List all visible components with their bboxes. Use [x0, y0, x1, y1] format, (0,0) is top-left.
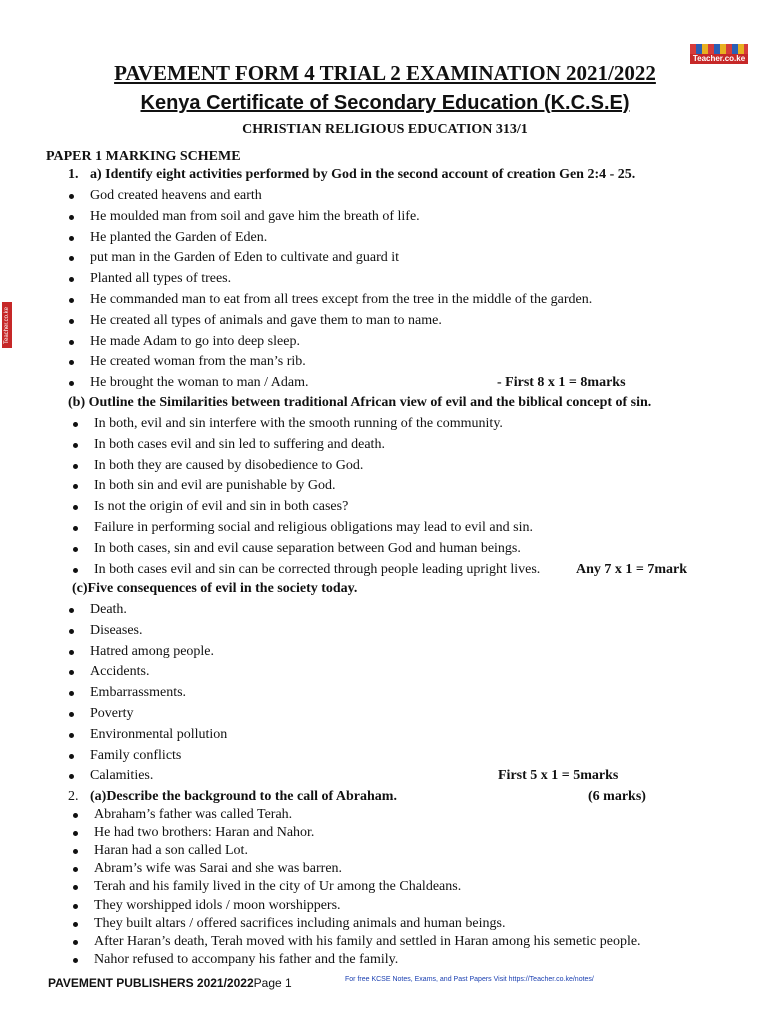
logo-band	[690, 44, 748, 54]
list-item: In both, evil and sin interfere with the smooth running of the community.	[94, 416, 503, 431]
list-item: In both cases evil and sin led to suffering and death.	[94, 436, 385, 452]
bullet-icon	[69, 712, 74, 717]
list-item: Failure in performing social and religious obligations may lead to evil and sin.	[94, 520, 533, 535]
list-item: Hatred among people.	[90, 643, 215, 659]
q1c-heading: (c)Five consequences of evil in the society today.	[72, 581, 358, 596]
list-item: He had two brothers: Haran and Nahor.	[94, 825, 315, 841]
q1a-marks: - First 8 x 1 = 8marks	[497, 375, 626, 390]
list-item: In both cases, sin and evil cause separation between God and human beings.	[94, 540, 521, 556]
bullet-icon	[73, 904, 78, 909]
bullet-icon	[69, 650, 74, 655]
list-item: He planted the Garden of Eden.	[90, 229, 268, 245]
bullet-icon	[73, 422, 78, 427]
bullet-icon	[73, 885, 78, 890]
q1-number: 1.	[68, 167, 79, 182]
list-item: He brought the woman to man / Adam.	[90, 375, 309, 391]
list-item: In both cases evil and sin can be corrected through people leading upright lives.	[94, 561, 541, 577]
list-item: After Haran’s death, Terah moved with his family and settled in Haran among his semetic people.	[94, 933, 641, 949]
bullet-icon	[73, 958, 78, 963]
bullet-icon	[69, 277, 74, 282]
exam-subtitle: Kenya Certificate of Secondary Education (K.C.S.E)	[140, 92, 630, 114]
list-item: Terah and his family lived in the city of Ur among the Chaldeans.	[94, 879, 462, 895]
bullet-icon	[73, 849, 78, 854]
bullet-icon	[69, 194, 74, 199]
side-watermark-logo: Teacher.co.ke	[2, 302, 12, 348]
bullet-icon	[69, 691, 74, 696]
bullet-icon	[69, 319, 74, 324]
list-item: They worshipped idols / moon worshippers.	[94, 897, 341, 913]
list-item: He created woman from the man’s rib.	[90, 354, 306, 370]
bullet-icon	[73, 443, 78, 448]
q1b-heading: (b) Outline the Similarities between traditional African view of evil and the biblical concept of sin.	[68, 395, 652, 410]
subject-title: CHRISTIAN RELIGIOUS EDUCATION 313/1	[242, 122, 528, 137]
bullet-icon	[73, 813, 78, 818]
list-item: God created heavens and earth	[90, 188, 262, 203]
bullet-icon	[69, 629, 74, 634]
footer-page-number: Page 1	[253, 976, 292, 990]
bullet-icon	[73, 484, 78, 489]
bullet-icon	[73, 940, 78, 945]
bullet-icon	[69, 298, 74, 303]
bullet-icon	[73, 547, 78, 552]
list-item: Diseases.	[90, 622, 143, 638]
list-item: Accidents.	[90, 664, 150, 680]
q1b-marks: Any 7 x 1 = 7mark	[576, 562, 688, 577]
list-item: Planted all types of trees.	[90, 271, 232, 287]
list-item: Haran had a son called Lot.	[94, 843, 248, 859]
bullet-icon	[73, 831, 78, 836]
bullet-icon	[69, 256, 74, 261]
list-item: He moulded man from soil and gave him the breath of life.	[90, 208, 420, 224]
bullet-icon	[73, 464, 78, 469]
bullet-icon	[69, 774, 74, 779]
list-item: He created all types of animals and gave them to man to name.	[90, 312, 442, 328]
list-item: In both they are caused by disobedience to God.	[94, 457, 364, 473]
bullet-icon	[69, 236, 74, 241]
footer-link[interactable]: For free KCSE Notes, Exams, and Past Papers Visit https://Teacher.co.ke/notes/	[345, 976, 594, 983]
list-item: Environmental pollution	[90, 726, 228, 742]
bullet-icon	[69, 215, 74, 220]
list-item: Calamities.	[90, 768, 154, 784]
bullet-icon	[73, 867, 78, 872]
footer-publisher-text: PAVEMENT PUBLISHERS 2021/2022	[48, 976, 254, 990]
list-item: Nahor refused to accompany his father and the family.	[94, 951, 399, 967]
q2a-heading: (a)Describe the background to the call of Abraham.	[90, 789, 397, 804]
list-item: Death.	[90, 602, 127, 617]
q2-number: 2.	[68, 789, 79, 804]
bullet-icon	[73, 526, 78, 531]
footer-publisher	[48, 975, 292, 991]
q1a-heading: a) Identify eight activities performed by God in the second account of creation Gen 2:4 - 25.	[90, 167, 636, 182]
list-item: In both sin and evil are punishable by God.	[94, 478, 336, 494]
list-item: Abraham’s father was called Terah.	[94, 807, 293, 822]
bullet-icon	[69, 360, 74, 365]
list-item: He commanded man to eat from all trees except from the tree in the middle of the garden.	[90, 292, 593, 307]
bullet-icon	[69, 340, 74, 345]
list-item: They built altars / offered sacrifices including animals and human beings.	[94, 915, 506, 931]
bullet-icon	[69, 381, 74, 386]
bullet-icon	[73, 505, 78, 510]
exam-title: PAVEMENT FORM 4 TRIAL 2 EXAMINATION 2021/2022	[114, 61, 656, 85]
list-item: put man in the Garden of Eden to cultivate and guard it	[90, 250, 400, 266]
paper-label: PAPER 1 MARKING SCHEME	[46, 149, 241, 164]
bullet-icon	[73, 568, 78, 573]
list-item: He made Adam to go into deep sleep.	[90, 333, 300, 349]
list-item: Abram’s wife was Sarai and she was barren.	[94, 861, 343, 877]
bullet-icon	[69, 733, 74, 738]
bullet-icon	[69, 670, 74, 675]
list-item: Is not the origin of evil and sin in both cases?	[94, 499, 349, 515]
bullet-icon	[69, 608, 74, 613]
q2a-marks: (6 marks)	[588, 789, 646, 804]
bullet-icon	[73, 922, 78, 927]
list-item: Family conflicts	[90, 747, 182, 763]
list-item: Poverty	[90, 706, 134, 721]
q1c-marks: First 5 x 1 = 5marks	[498, 768, 619, 783]
list-item: Embarrassments.	[90, 685, 187, 701]
logo-text: Teacher.co.ke	[690, 54, 748, 64]
bullet-icon	[69, 754, 74, 759]
